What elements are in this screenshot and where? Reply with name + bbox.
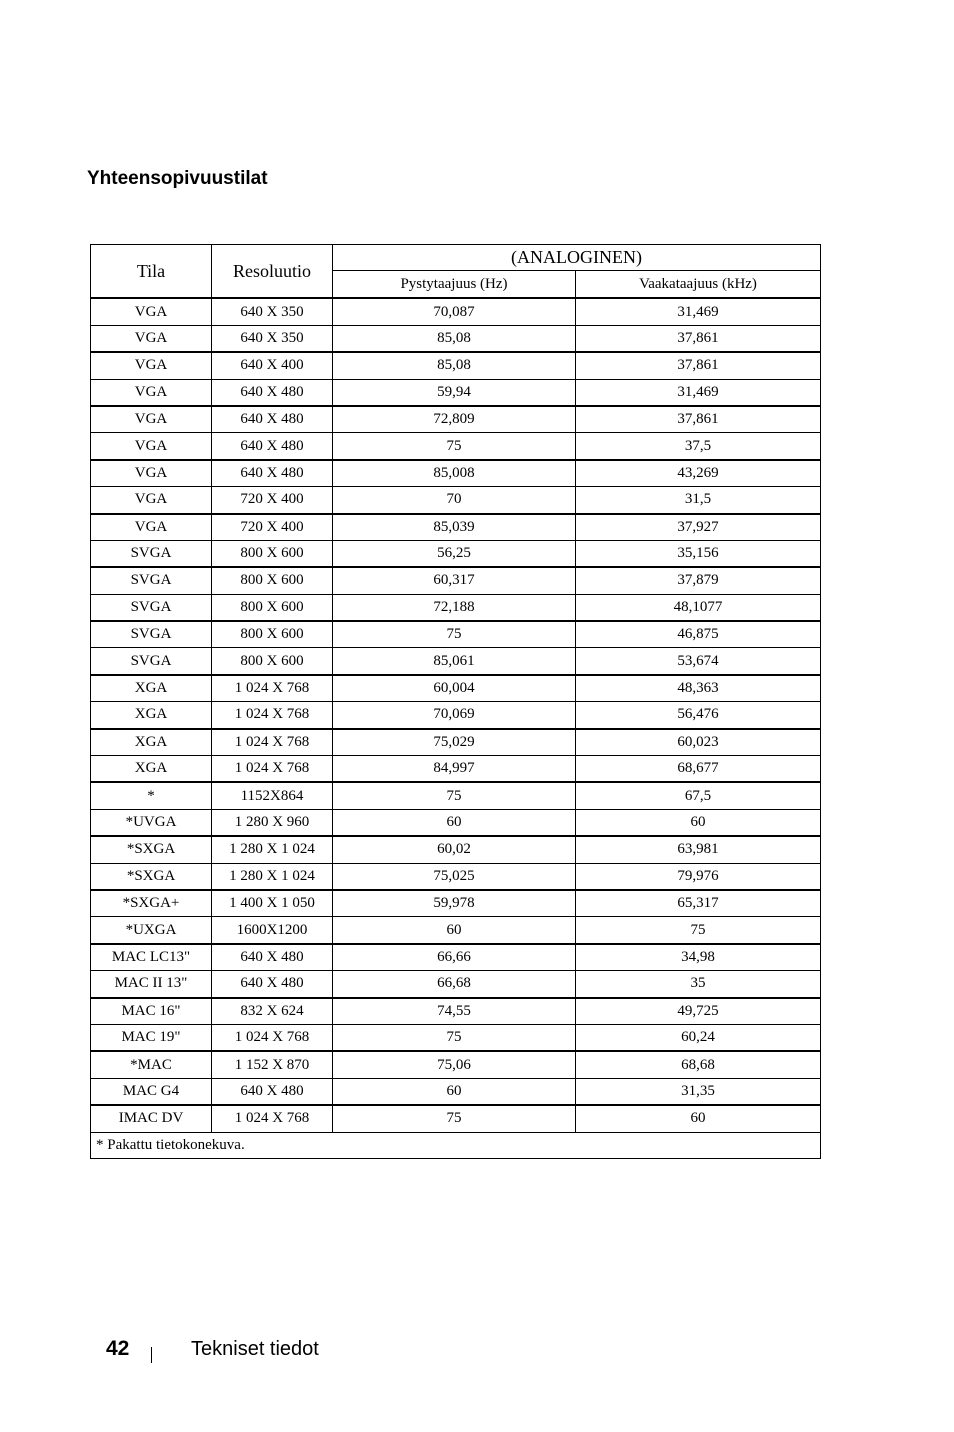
vertical-frequency-cell: 60,02 [333, 836, 576, 863]
horizontal-frequency-cell: 37,861 [576, 352, 821, 379]
table-row [91, 998, 821, 1025]
mode-cell: VGA [91, 298, 212, 325]
mode-cell: SVGA [91, 594, 212, 621]
horizontal-frequency-cell: 67,5 [576, 782, 821, 809]
resolution-cell: 720 X 400 [212, 514, 333, 541]
resolution-cell: 640 X 480 [212, 406, 333, 433]
mode-cell: VGA [91, 406, 212, 433]
horizontal-frequency-cell: 31,469 [576, 379, 821, 406]
mode-cell: VGA [91, 514, 212, 541]
table-row [91, 352, 821, 379]
table-row [91, 487, 821, 514]
mode-cell: XGA [91, 702, 212, 729]
horizontal-frequency-cell: 60,24 [576, 1024, 821, 1051]
horizontal-frequency-cell: 43,269 [576, 460, 821, 487]
vertical-frequency-cell: 75,025 [333, 863, 576, 890]
resolution-cell: 1 024 X 768 [212, 675, 333, 702]
horizontal-frequency-cell: 49,725 [576, 998, 821, 1025]
table-row [91, 540, 821, 567]
header-resolution: Resoluutio [212, 245, 333, 299]
resolution-cell: 1600X1200 [212, 917, 333, 944]
mode-cell: VGA [91, 379, 212, 406]
resolution-cell: 1 280 X 960 [212, 809, 333, 836]
horizontal-frequency-cell: 48,1077 [576, 594, 821, 621]
horizontal-frequency-cell: 60 [576, 1105, 821, 1132]
table-row [91, 594, 821, 621]
vertical-frequency-cell: 74,55 [333, 998, 576, 1025]
table-row [91, 863, 821, 890]
table-row [91, 890, 821, 917]
resolution-cell: 1 024 X 768 [212, 1024, 333, 1051]
mode-cell: *SXGA [91, 863, 212, 890]
mode-cell: XGA [91, 729, 212, 756]
vertical-frequency-cell: 66,68 [333, 971, 576, 998]
vertical-frequency-cell: 70 [333, 487, 576, 514]
vertical-frequency-cell: 85,08 [333, 325, 576, 352]
vertical-frequency-cell: 59,94 [333, 379, 576, 406]
resolution-cell: 640 X 480 [212, 944, 333, 971]
vertical-frequency-cell: 75 [333, 621, 576, 648]
table-row [91, 379, 821, 406]
horizontal-frequency-cell: 68,68 [576, 1051, 821, 1078]
resolution-cell: 640 X 480 [212, 1078, 333, 1105]
table-row [91, 460, 821, 487]
horizontal-frequency-cell: 65,317 [576, 890, 821, 917]
resolution-cell: 640 X 350 [212, 298, 333, 325]
horizontal-frequency-cell: 34,98 [576, 944, 821, 971]
horizontal-frequency-cell: 68,677 [576, 756, 821, 783]
mode-cell: IMAC DV [91, 1105, 212, 1132]
table-row [91, 514, 821, 541]
resolution-cell: 640 X 480 [212, 433, 333, 460]
vertical-frequency-cell: 60,317 [333, 567, 576, 594]
horizontal-frequency-cell: 79,976 [576, 863, 821, 890]
resolution-cell: 1 280 X 1 024 [212, 863, 333, 890]
vertical-frequency-cell: 84,997 [333, 756, 576, 783]
vertical-frequency-cell: 72,188 [333, 594, 576, 621]
mode-cell: *UXGA [91, 917, 212, 944]
vertical-frequency-cell: 75 [333, 782, 576, 809]
resolution-cell: 640 X 480 [212, 460, 333, 487]
vertical-frequency-cell: 70,069 [333, 702, 576, 729]
mode-cell: MAC G4 [91, 1078, 212, 1105]
mode-cell: SVGA [91, 648, 212, 675]
table-row [91, 1078, 821, 1105]
table-row [91, 648, 821, 675]
horizontal-frequency-cell: 56,476 [576, 702, 821, 729]
header-vertical-frequency: Pystytaajuus (Hz) [333, 271, 576, 299]
resolution-cell: 640 X 350 [212, 325, 333, 352]
header-horizontal-frequency: Vaakataajuus (kHz) [576, 271, 821, 299]
vertical-frequency-cell: 60,004 [333, 675, 576, 702]
vertical-frequency-cell: 75,029 [333, 729, 576, 756]
vertical-frequency-cell: 72,809 [333, 406, 576, 433]
section-title: Yhteensopivuustilat [87, 168, 268, 189]
vertical-frequency-cell: 70,087 [333, 298, 576, 325]
mode-cell: SVGA [91, 567, 212, 594]
horizontal-frequency-cell: 63,981 [576, 836, 821, 863]
resolution-cell: 1 152 X 870 [212, 1051, 333, 1078]
mode-cell: MAC LC13" [91, 944, 212, 971]
horizontal-frequency-cell: 31,469 [576, 298, 821, 325]
header-mode: Tila [91, 245, 212, 299]
vertical-frequency-cell: 75 [333, 433, 576, 460]
vertical-frequency-cell: 85,061 [333, 648, 576, 675]
mode-cell: MAC 19" [91, 1024, 212, 1051]
vertical-frequency-cell: 66,66 [333, 944, 576, 971]
mode-cell: SVGA [91, 540, 212, 567]
table-row [91, 729, 821, 756]
mode-cell: VGA [91, 433, 212, 460]
vertical-frequency-cell: 56,25 [333, 540, 576, 567]
table-row [91, 917, 821, 944]
horizontal-frequency-cell: 46,875 [576, 621, 821, 648]
horizontal-frequency-cell: 37,861 [576, 406, 821, 433]
vertical-frequency-cell: 59,978 [333, 890, 576, 917]
mode-cell: XGA [91, 756, 212, 783]
resolution-cell: 640 X 480 [212, 971, 333, 998]
resolution-cell: 1152X864 [212, 782, 333, 809]
table-row [91, 325, 821, 352]
horizontal-frequency-cell: 60 [576, 809, 821, 836]
resolution-cell: 800 X 600 [212, 540, 333, 567]
resolution-cell: 832 X 624 [212, 998, 333, 1025]
mode-cell: SVGA [91, 621, 212, 648]
table-row [91, 702, 821, 729]
resolution-cell: 720 X 400 [212, 487, 333, 514]
horizontal-frequency-cell: 48,363 [576, 675, 821, 702]
resolution-cell: 800 X 600 [212, 648, 333, 675]
mode-cell: * [91, 782, 212, 809]
resolution-cell: 1 400 X 1 050 [212, 890, 333, 917]
mode-cell: VGA [91, 352, 212, 379]
mode-cell: VGA [91, 460, 212, 487]
horizontal-frequency-cell: 35,156 [576, 540, 821, 567]
table-row [91, 1024, 821, 1051]
table-row [91, 621, 821, 648]
mode-cell: MAC II 13" [91, 971, 212, 998]
horizontal-frequency-cell: 37,5 [576, 433, 821, 460]
table-row [91, 971, 821, 998]
vertical-frequency-cell: 60 [333, 809, 576, 836]
resolution-cell: 1 280 X 1 024 [212, 836, 333, 863]
horizontal-frequency-cell: 75 [576, 917, 821, 944]
vertical-frequency-cell: 85,08 [333, 352, 576, 379]
header-analog-group: (ANALOGINEN) [333, 245, 821, 271]
mode-cell: *MAC [91, 1051, 212, 1078]
table-row [91, 944, 821, 971]
resolution-cell: 800 X 600 [212, 594, 333, 621]
horizontal-frequency-cell: 37,927 [576, 514, 821, 541]
table-row [91, 298, 821, 325]
mode-cell: XGA [91, 675, 212, 702]
mode-cell: MAC 16" [91, 998, 212, 1025]
resolution-cell: 800 X 600 [212, 621, 333, 648]
resolution-cell: 1 024 X 768 [212, 1105, 333, 1132]
mode-cell: VGA [91, 325, 212, 352]
resolution-cell: 1 024 X 768 [212, 729, 333, 756]
resolution-cell: 800 X 600 [212, 567, 333, 594]
horizontal-frequency-cell: 37,879 [576, 567, 821, 594]
mode-cell: *UVGA [91, 809, 212, 836]
page-number: 42 [106, 1337, 130, 1360]
vertical-frequency-cell: 75 [333, 1105, 576, 1132]
table-row [91, 836, 821, 863]
vertical-frequency-cell: 60 [333, 917, 576, 944]
table-row [91, 675, 821, 702]
vertical-frequency-cell: 85,039 [333, 514, 576, 541]
resolution-cell: 640 X 480 [212, 379, 333, 406]
table-row [91, 809, 821, 836]
vertical-frequency-cell: 75 [333, 1024, 576, 1051]
footer-chapter-title: Tekniset tiedot [191, 1338, 319, 1360]
compatibility-modes-table [90, 244, 821, 1159]
horizontal-frequency-cell: 35 [576, 971, 821, 998]
horizontal-frequency-cell: 60,023 [576, 729, 821, 756]
table-row [91, 1105, 821, 1132]
mode-cell: *SXGA+ [91, 890, 212, 917]
mode-cell: VGA [91, 487, 212, 514]
horizontal-frequency-cell: 53,674 [576, 648, 821, 675]
vertical-frequency-cell: 60 [333, 1078, 576, 1105]
table-row [91, 756, 821, 783]
resolution-cell: 640 X 400 [212, 352, 333, 379]
table-row [91, 1051, 821, 1078]
horizontal-frequency-cell: 37,861 [576, 325, 821, 352]
table-row [91, 567, 821, 594]
resolution-cell: 1 024 X 768 [212, 702, 333, 729]
table-row [91, 782, 821, 809]
footer-divider [151, 1347, 152, 1363]
table-footnote: * Pakattu tietokonekuva. [91, 1132, 821, 1158]
horizontal-frequency-cell: 31,5 [576, 487, 821, 514]
vertical-frequency-cell: 75,06 [333, 1051, 576, 1078]
vertical-frequency-cell: 85,008 [333, 460, 576, 487]
table-row [91, 433, 821, 460]
table-row [91, 406, 821, 433]
horizontal-frequency-cell: 31,35 [576, 1078, 821, 1105]
resolution-cell: 1 024 X 768 [212, 756, 333, 783]
mode-cell: *SXGA [91, 836, 212, 863]
